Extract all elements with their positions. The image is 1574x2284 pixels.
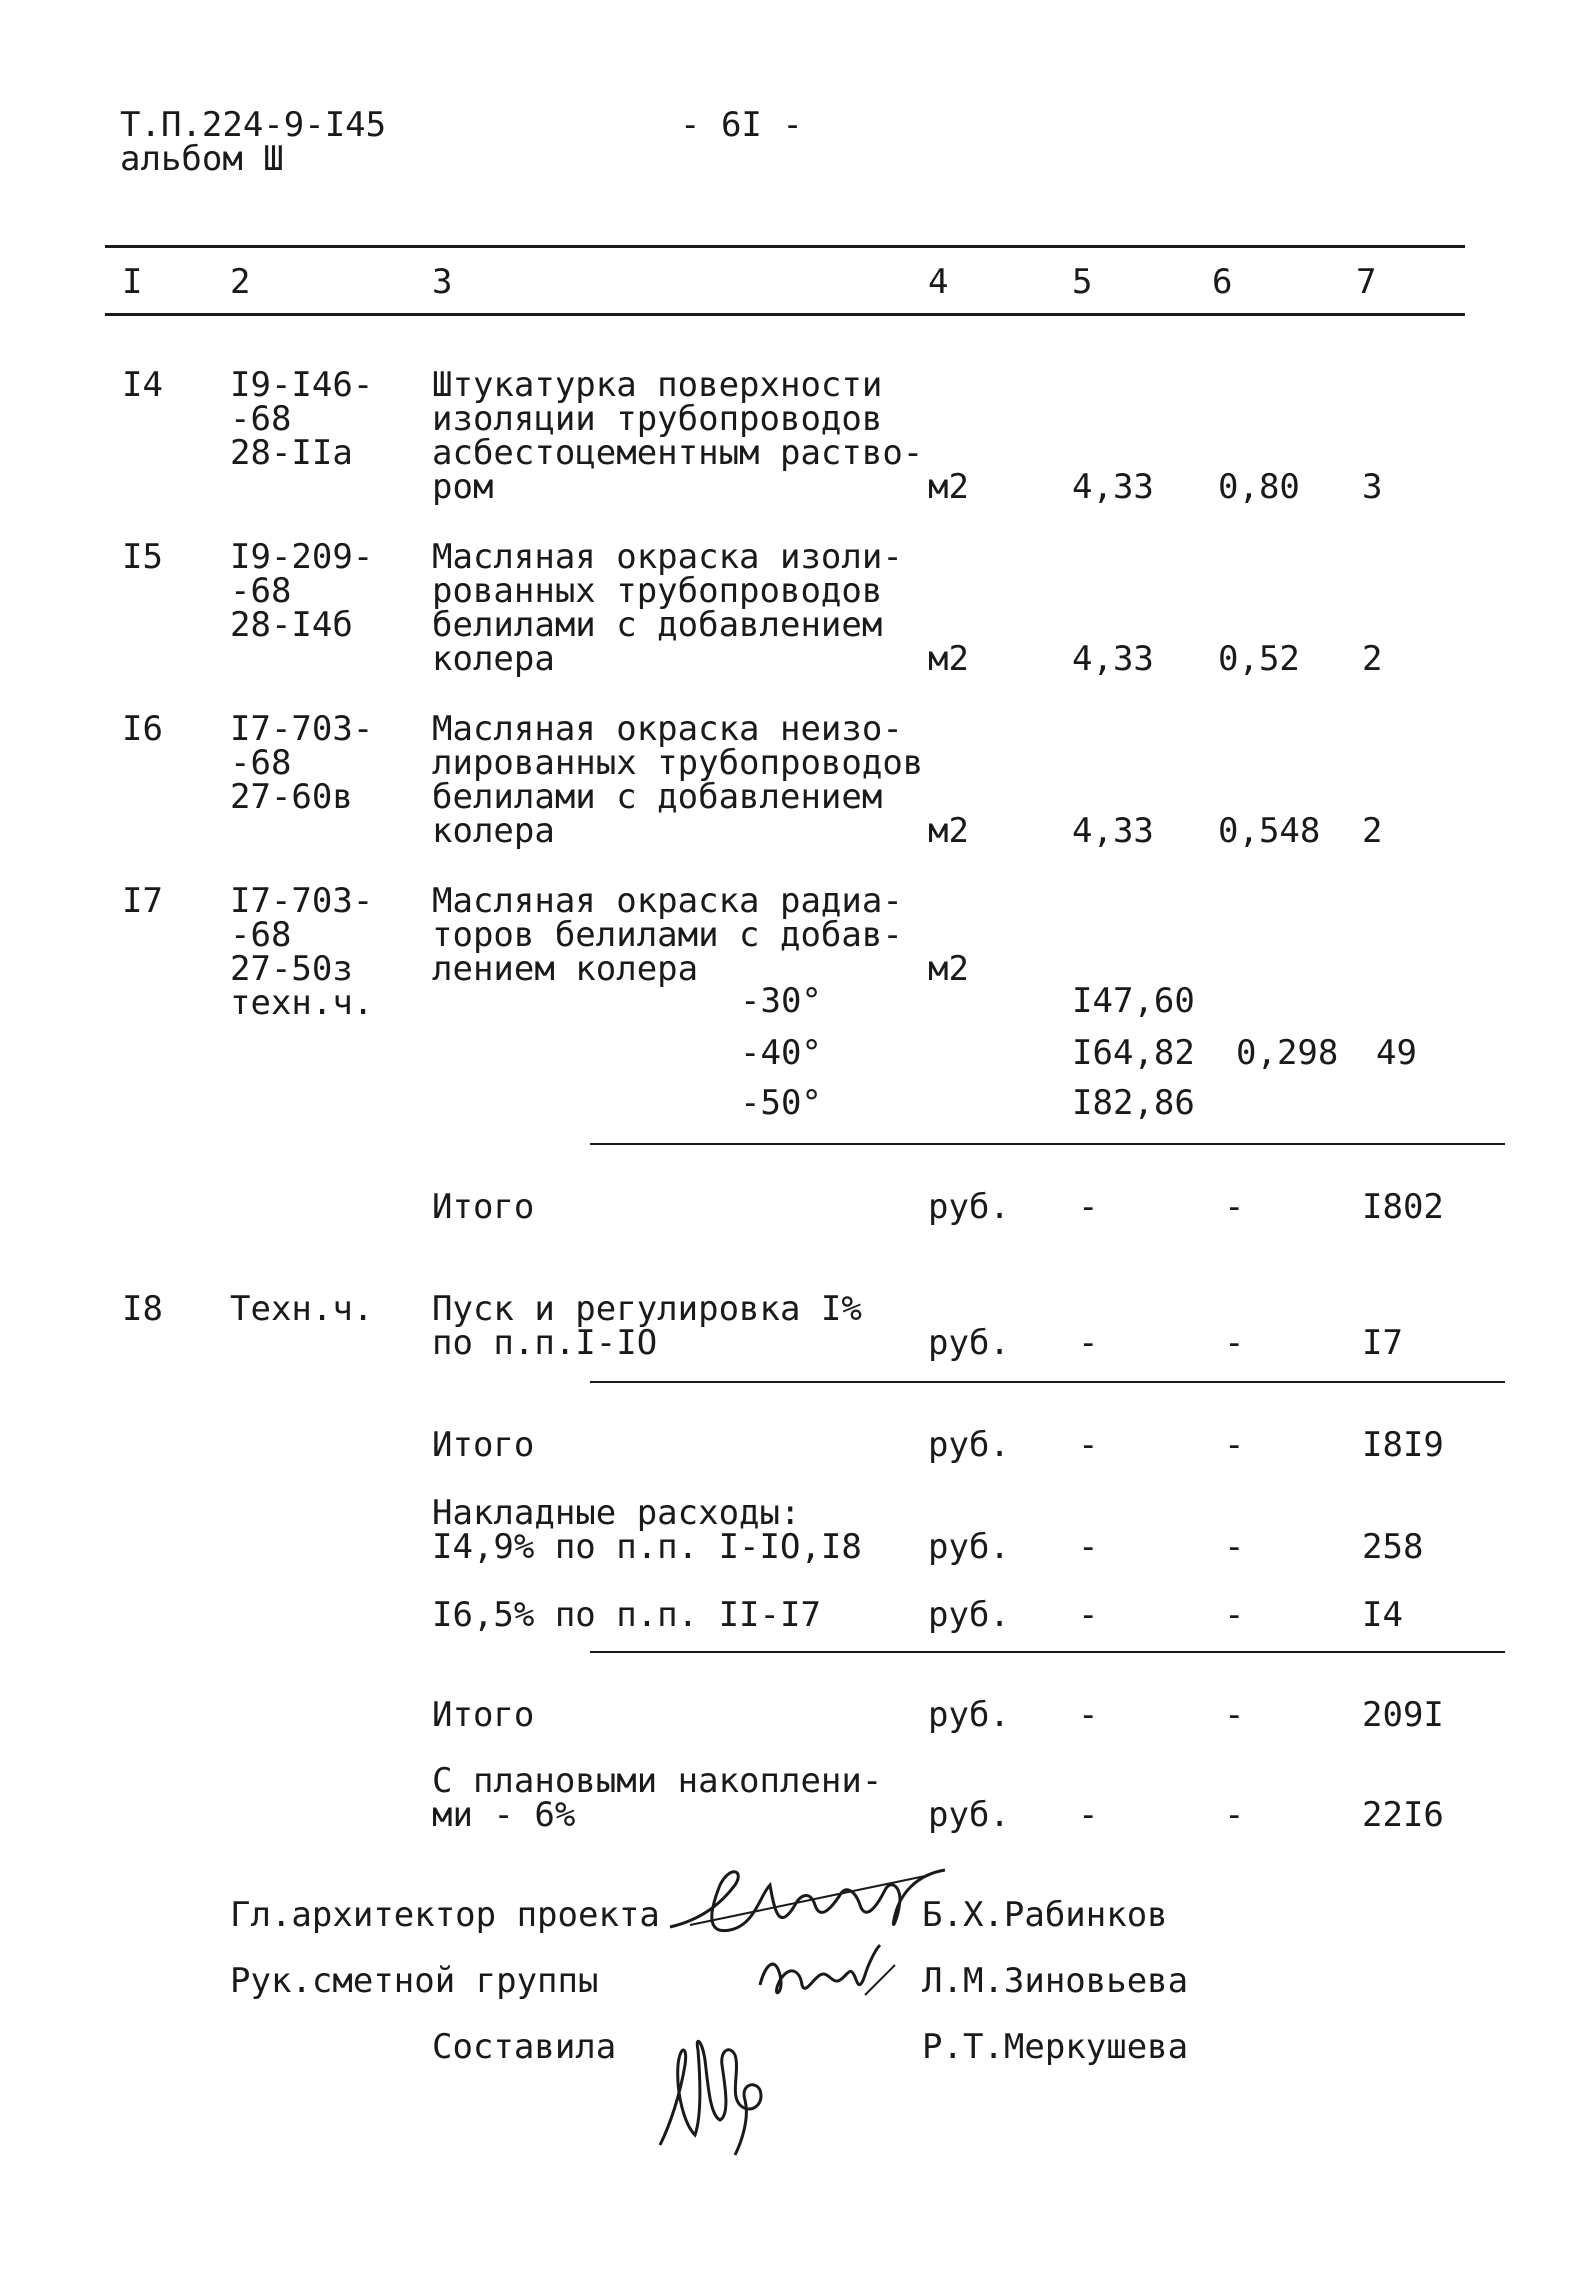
unit-rate: - xyxy=(1224,1795,1245,1835)
description-line: колера xyxy=(432,811,555,851)
subtotal-label: Итого xyxy=(432,1695,535,1735)
row-number: I4 xyxy=(122,365,163,405)
subtotal-label: Итого xyxy=(432,1187,535,1227)
subtotal-rule xyxy=(590,1381,1505,1383)
col-header-4: 4 xyxy=(928,262,949,302)
handwritten-signature-3 xyxy=(640,2005,800,2165)
sum: 209I xyxy=(1362,1695,1444,1735)
quantity: I47,60 xyxy=(1072,981,1195,1021)
unit-rate: - xyxy=(1224,1187,1245,1227)
row-number: I6 xyxy=(122,709,163,749)
unit: руб. xyxy=(928,1425,1010,1465)
quantity: 4,33 xyxy=(1072,811,1154,851)
col-header-1: I xyxy=(122,262,143,302)
table-top-rule xyxy=(105,245,1465,248)
description-line: колера xyxy=(432,639,555,679)
sum: I802 xyxy=(1362,1187,1444,1227)
row-number: I5 xyxy=(122,537,163,577)
rate-code-line: I9-209- xyxy=(230,537,374,577)
col-header-2: 2 xyxy=(230,262,251,302)
page-number: - 6I - xyxy=(680,105,803,145)
quantity: - xyxy=(1078,1187,1099,1227)
quantity: - xyxy=(1078,1425,1099,1465)
signature-role: Гл.архитектор проекта xyxy=(230,1895,660,1935)
description-line: рованных трубопроводов xyxy=(432,571,883,611)
description-line: белилами с добавлением xyxy=(432,777,883,817)
description-line: лением колера xyxy=(432,949,699,989)
rate-code-line: I7-703- xyxy=(230,881,374,921)
col-header-5: 5 xyxy=(1072,262,1093,302)
unit: м2 xyxy=(928,639,969,679)
description-line: белилами с добавлением xyxy=(432,605,883,645)
description-line: Масляная окраска изоли- xyxy=(432,537,903,577)
unit: руб. xyxy=(928,1595,1010,1635)
unit-rate: - xyxy=(1224,1695,1245,1735)
handwritten-signature-2 xyxy=(740,1935,900,2015)
sum: 3 xyxy=(1362,467,1383,507)
description-line: изоляции трубопроводов xyxy=(432,399,883,439)
signature-name: Б.Х.Рабинков xyxy=(922,1895,1168,1935)
unit-rate: - xyxy=(1224,1595,1245,1635)
signature-name: Р.Т.Меркушева xyxy=(922,2027,1189,2067)
col-header-3: 3 xyxy=(432,262,453,302)
unit-rate: - xyxy=(1224,1425,1245,1465)
rate-code-line: I9-I46- xyxy=(230,365,374,405)
rate-code-line: Техн.ч. xyxy=(230,1289,374,1329)
subtotal-label: Итого xyxy=(432,1425,535,1465)
col-header-6: 6 xyxy=(1212,262,1233,302)
temperature-label: -50° xyxy=(740,1083,822,1123)
description-line: торов белилами с добав- xyxy=(432,915,903,955)
rate-code-line: 28-I4б xyxy=(230,605,353,645)
album-label: альбом Ш xyxy=(120,139,284,179)
doc-ref: Т.П.224-9-I45 xyxy=(120,105,387,145)
quantity: I82,86 xyxy=(1072,1083,1195,1123)
quantity: 4,33 xyxy=(1072,467,1154,507)
quantity: - xyxy=(1078,1595,1099,1635)
rate-code-line: 28-IIa xyxy=(230,433,353,473)
description-line: С плановыми накоплени- xyxy=(432,1761,883,1801)
unit-rate: - xyxy=(1224,1323,1245,1363)
description-line: Штукатурка поверхности xyxy=(432,365,883,405)
unit: руб. xyxy=(928,1323,1010,1363)
unit: м2 xyxy=(928,467,969,507)
description-line: ми - 6% xyxy=(432,1795,576,1835)
description-line: Масляная окраска неизо- xyxy=(432,709,903,749)
rate-code-line: -68 xyxy=(230,915,292,955)
unit-rate: - xyxy=(1224,1527,1245,1567)
description-line: по п.п.I-IO xyxy=(432,1323,658,1363)
unit-rate: 0,548 xyxy=(1218,811,1321,851)
description-line: лированных трубопроводов xyxy=(432,743,924,783)
table-header-rule xyxy=(105,313,1465,316)
quantity: - xyxy=(1078,1795,1099,1835)
description-line: Пуск и регулировка I% xyxy=(432,1289,862,1329)
unit: руб. xyxy=(928,1695,1010,1735)
quantity: - xyxy=(1078,1323,1099,1363)
sum: 2 xyxy=(1362,639,1383,679)
col-header-7: 7 xyxy=(1356,262,1377,302)
sum: I4 xyxy=(1362,1595,1403,1635)
unit: руб. xyxy=(928,1527,1010,1567)
unit-rate: 0,80 xyxy=(1218,467,1300,507)
rate-code-line: -68 xyxy=(230,743,292,783)
sum: 22I6 xyxy=(1362,1795,1444,1835)
subtotal-rule xyxy=(590,1651,1505,1653)
overhead-line: I4,9% по п.п. I-IO,I8 xyxy=(432,1527,862,1567)
unit: руб. xyxy=(928,1187,1010,1227)
rate-code-line: -68 xyxy=(230,399,292,439)
signature-role: Составила xyxy=(432,2027,617,2067)
temperature-label: -30° xyxy=(740,981,822,1021)
description-line: ром xyxy=(432,467,494,507)
quantity: 4,33 xyxy=(1072,639,1154,679)
subtotal-rule xyxy=(590,1143,1505,1145)
description-line: Масляная окраска радиа- xyxy=(432,881,903,921)
unit-rate: 0,298 xyxy=(1236,1033,1339,1073)
unit: м2 xyxy=(928,811,969,851)
unit-rate: 0,52 xyxy=(1218,639,1300,679)
sum: 258 xyxy=(1362,1527,1424,1567)
quantity: I64,82 xyxy=(1072,1033,1195,1073)
row-number: I7 xyxy=(122,881,163,921)
sum: 49 xyxy=(1376,1033,1417,1073)
temperature-label: -40° xyxy=(740,1033,822,1073)
sum: I7 xyxy=(1362,1323,1403,1363)
rate-code-line: I7-703- xyxy=(230,709,374,749)
rate-code-line: 27-50з xyxy=(230,949,353,989)
rate-code-line: 27-60в xyxy=(230,777,353,817)
rate-code-line: техн.ч. xyxy=(230,983,374,1023)
description-line: асбестоцементным раство- xyxy=(432,433,924,473)
row-number: I8 xyxy=(122,1289,163,1329)
unit: руб. xyxy=(928,1795,1010,1835)
overhead-title: Накладные расходы: xyxy=(432,1493,801,1533)
quantity: - xyxy=(1078,1695,1099,1735)
quantity: - xyxy=(1078,1527,1099,1567)
sum: 2 xyxy=(1362,811,1383,851)
sum: I8I9 xyxy=(1362,1425,1444,1465)
signature-name: Л.М.Зиновьева xyxy=(922,1961,1189,2001)
rate-code-line: -68 xyxy=(230,571,292,611)
signature-role: Рук.сметной группы xyxy=(230,1961,599,2001)
unit: м2 xyxy=(928,949,969,989)
overhead-line: I6,5% по п.п. II-I7 xyxy=(432,1595,821,1635)
